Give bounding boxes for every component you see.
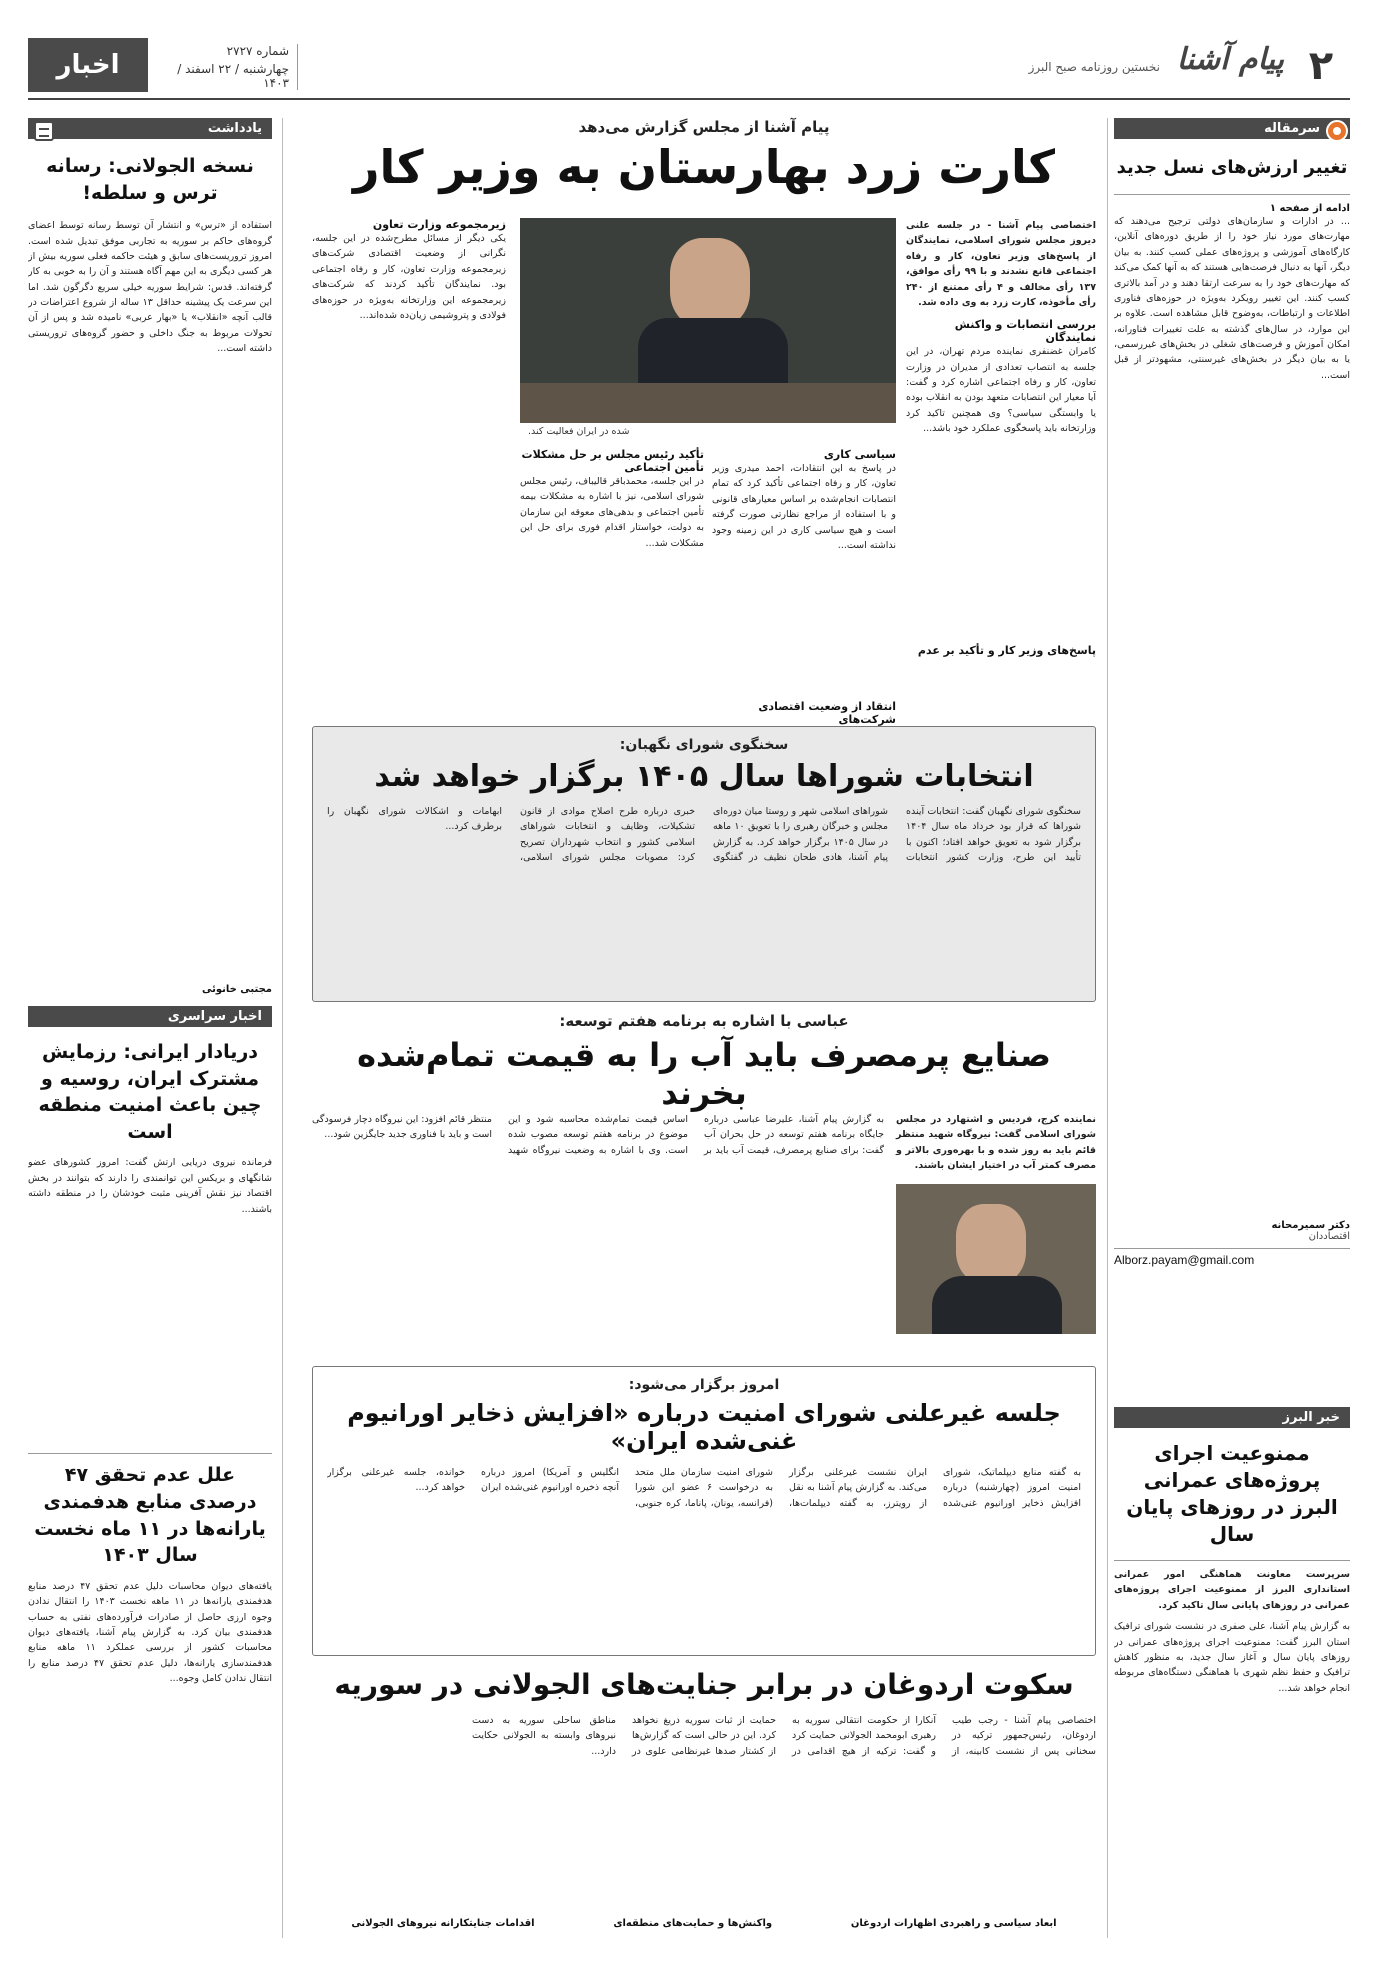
editorial-body: ... در ادارات و سازمان‌های دولتی ترجیح می‌دهند که مهارت‌های مورد نیاز خود را از طریق دوره‌های آنلاین، کارگاه‌های آموزشی و پروژه‌های عملی کسب کنند. به بیان دیگر، آنها به دنبال فرصت‌هایی هستند که به آنها کمک می‌کند که مهارت‌های خود را به سرعت ارتقا دهند و در آمد بالاتری کسب کنند. این تغییر رویکرد به‌ویژه در حوزه‌های فناوری اطلاعات و ارتباطات، به‌وضوح قابل مشاهده است. علاوه بر این موارد، در سال‌های گذشته به علت تغییرات فناورانه، امکان آموزش و فرصت‌های شغلی در بخش‌های غیررسمی، یا به بیان دیگر در بخش‌های غیرسنتی، مشهودتر از قبل است... bbox=[1114, 216, 1350, 381]
section-tab: اخبار bbox=[28, 38, 148, 92]
world-news-body2: یافته‌های دیوان محاسبات دلیل عدم تحقق ۴۷ درصد منابع هدفمندی یارانه‌ها در ۱۱ ماهه نخست ۱۴۰۳ را انتقال ندادن وجوه ارزی حاصل از صادرات فرآورده‌های نفتی به حساب هدفمندی بیان کرد. به گزارش پیام آشنا، یافته‌های دیوان محاسبات کشور از بررسی عملکرد ۱۱ ماهه منابع هدفمندسازی یارانه‌ها، دلیل عدم تحقق ۴۷ درصد منابع را انتقال ندادن کامل وجوه... bbox=[28, 1580, 272, 1684]
top-story-sub3: سیاسی کاری bbox=[823, 448, 896, 461]
editorial-title: تغییر ارزش‌های نسل جدید bbox=[1116, 157, 1348, 178]
note-label: یادداشت bbox=[28, 118, 272, 139]
councils-kicker: سخنگوی شورای نگهبان: bbox=[619, 737, 789, 753]
water-headline: صنایع پرمصرف باید آب را به قیمت تمام‌شده بخرند bbox=[357, 1036, 1051, 1112]
contact-email[interactable]: Alborz.payam@gmail.com bbox=[1114, 1248, 1350, 1267]
world-news-column bbox=[28, 1006, 272, 1936]
top-story bbox=[312, 118, 1097, 726]
mp-photo bbox=[896, 1184, 1096, 1334]
masthead bbox=[28, 30, 1350, 100]
security-body: به گفته منابع دیپلماتیک، شورای امنیت امروز (چهارشنبه) درباره افزایش ذخایر اورانیوم غنی‌شده ایران نشست غیرعلنی برگزار می‌کند. به گزارش پیام آشنا به نقل از رویترز، به گفته دیپلمات‌ها، شورای امنیت سازمان ملل متحد به درخواست ۶ عضو این شورا (فرانسه، یونان، پاناما، کره جنوبی، انگلیس و آمریکا) امروز درباره آنچه ذخیره اورانیوم غنی‌شده ایران خوانده، جلسه غیرعلنی برگزار خواهد کرد... bbox=[327, 1467, 1081, 1509]
syria-sub1: واکنش‌ها و حمایت‌های منطقه‌ای bbox=[613, 1918, 773, 1929]
syria-sub2: اقدامات جنایتکارانه نیروهای الجولانی bbox=[351, 1918, 535, 1929]
tagline: نخستین روزنامه صبح البرز bbox=[1028, 60, 1160, 74]
security-headline: جلسه غیرعلنی شورای امنیت درباره «افزایش ذخایر اورانیوم غنی‌شده ایران» bbox=[347, 1399, 1061, 1455]
councils-story bbox=[312, 726, 1096, 1002]
world-news-title1: دریادار ایرانی: رزمایش مشترک ایران، روسیه و چین باعث امنیت منطقه است bbox=[38, 1041, 262, 1143]
top-story-body6: در این جلسه، محمدباقر قالیباف، رئیس مجلس شورای اسلامی، نیز با اشاره به مشکلات بیمه تأمین اجتماعی و بدهی‌های معوقه این سازمان به دولت، خواستار اقدام فوری برای حل این مشکلات شد... bbox=[520, 476, 704, 549]
top-story-kicker: پیام آشنا از مجلس گزارش می‌دهد bbox=[578, 118, 830, 136]
top-story-sub6: تأکید رئیس مجلس بر حل مشکلات تأمین اجتماعی bbox=[521, 448, 704, 474]
logo: پیام آشنا bbox=[1176, 42, 1284, 77]
minister-photo bbox=[520, 218, 896, 423]
page-number: ۲ bbox=[1292, 38, 1350, 94]
syria-headline: سکوت اردوغان در برابر جنایت‌های الجولانی در سوریه bbox=[334, 1668, 1074, 1701]
top-story-sub5: زیرمجموعه وزارت تعاون bbox=[372, 218, 506, 231]
editorial-author: دکتر سمیرمحانه bbox=[1271, 1220, 1350, 1231]
editorial-label: سرمقاله bbox=[1114, 118, 1350, 139]
syria-body: اختصاصی پیام آشنا - رجب طیب اردوغان، رئیس‌جمهور ترکیه در سخنانی پس از نشست کابینه، از آنکارا از حکومت انتقالی سوریه به رهبری ابومحمد الجولانی حمایت کرد و گفت: ترکیه از هیچ اقدامی در حمایت از ثبات سوریه دریغ نخواهد کرد. این در حالی است که گزارش‌ها از کشتار صدها غیرنظامی علوی در مناطق ساحلی سوریه به دست نیروهای وابسته به الجولانی حکایت دارد... bbox=[472, 1715, 1096, 1757]
eye-icon bbox=[1326, 120, 1348, 142]
top-story-sub2: پاسخ‌های وزیر کار و تأکید بر عدم bbox=[917, 644, 1096, 658]
editorial-lead: ادامه از صفحه ۱ bbox=[1269, 203, 1350, 214]
security-meeting-story bbox=[312, 1366, 1096, 1656]
alborz-news-body: به گزارش پیام آشنا، علی صفری در نشست شورای ترافیک استان البرز گفت: ممنوعیت اجرای پروژه‌های عمرانی در روزهای پایان سال و آغاز سال جدید، به منظور کاهش ترافیک و حفظ نظم شهری با هماهنگی دستگاه‌های مربوطه انجام خواهد شد... bbox=[1114, 1621, 1350, 1694]
top-story-headline: کارت زرد بهارستان به وزیر کار bbox=[353, 140, 1055, 194]
issue-number: شماره ۲۷۲۷ bbox=[226, 44, 289, 58]
world-news-title2: علل عدم تحقق ۴۷ درصدی منابع هدفمندی یارانه‌ها در ۱۱ ماه نخست سال ۱۴۰۳ bbox=[34, 1464, 266, 1567]
alborz-news-label: خبر البرز bbox=[1114, 1407, 1350, 1428]
note-title: نسخه الجولانی: رسانه ترس و سلطه! bbox=[46, 155, 254, 204]
syria-sub3: ابعاد سیاسی و راهبردی اظهارات اردوغان bbox=[850, 1918, 1057, 1929]
alborz-news-column bbox=[1114, 1407, 1350, 1937]
syria-story bbox=[312, 1664, 1096, 1939]
note-body: استفاده از «ترس» و انتشار آن توسط رسانه توسط اعضای گروه‌های حاکم بر سوریه به تجاربی موفق تبدیل شده است. امروز تروریست‌های سابق و هیئت حاکمه فعلی سوریه بیش از هر کسی دیگری به این مهم آگاه هستند و آن را به خوبی به کار گرفته‌اند. قدس: شرایط سوریه خیلی سریع دگرگون شد. اما این سرعت یک پیشینه حداقل ۱۳ ساله از شروع اعتراضات در قالب آنچه «انقلاب» یا «بهار عربی» نامیده شد و پس از آن تحولات مربوط به جنگ داخلی و حضور گروه‌های تروریستی داشته است... bbox=[28, 220, 272, 355]
water-body: به گزارش پیام آشنا، علیرضا عباسی درباره جایگاه برنامه هفتم توسعه در حل بحران آب گفت: برای صنایع پرمصرف، قیمت آب باید بر اساس قیمت تمام‌شده محاسبه شود و این موضوع در برنامه هفتم توسعه مصوب شده است. وی با اشاره به وضعیت نیروگاه شهید منتظر قائم افزود: این نیروگاه دچار فرسودگی است و باید با فناوری جدید جایگزین شود... bbox=[312, 1114, 884, 1156]
top-story-intro: اختصاصی پیام آشنا - در جلسه علنی دیروز مجلس شورای اسلامی، نمایندگان از پاسخ‌های وزیر تعاون، کار و رفاه اجتماعی قانع نشدند و با ۹۹ رأی موافق، ۱۳۷ رأی مخالف و ۴ رأی ممتنع از ۲۴۰ رأی مأخوذه، کارت زرد به وی داده شد. bbox=[906, 220, 1097, 308]
top-story-body1: کامران غضنفری نماینده مردم تهران، در این جلسه به انتصاب تعدادی از مدیران در وزارت تعاون، کار و رفاه اجتماعی اشاره کرد و گفت: آیا معیار این انتصابات متعهد بودن به انقلاب بوده یا وابستگی سیاسی؟ وی همچنین تاکید کرد وزارتخانه باید پاسخگوی عملکرد خود باشد... bbox=[906, 346, 1096, 435]
world-news-body1: فرمانده نیروی دریایی ارتش گفت: امروز کشورهای عضو شانگهای و بریکس این توانمندی را دارند که بتوانند در بخش اقتصاد نیز نقش آفرینی مثبت خودشان را در منطقه داشته باشند... bbox=[28, 1157, 272, 1215]
councils-headline: انتخابات شوراها سال ۱۴۰۵ برگزار خواهد شد bbox=[374, 759, 1034, 794]
editorial-column bbox=[1114, 118, 1350, 1348]
alborz-news-title: ممنوعیت اجرای پروژه‌های عمرانی البرز در روزهای پایان سال bbox=[1126, 1441, 1338, 1546]
notepad-icon bbox=[34, 121, 54, 141]
issue-info bbox=[158, 44, 298, 90]
photo-caption: شده در ایران فعالیت کند. bbox=[528, 426, 630, 437]
editorial-author-role: اقتصاددان bbox=[1308, 1231, 1350, 1242]
top-story-sub4: انتقاد از وضعیت اقتصادی شرکت‌های bbox=[758, 700, 896, 726]
alborz-news-lead: سرپرست معاونت هماهنگی امور عمرانی استانداری البرز از ممنوعیت اجرای پروژه‌های عمرانی در روزهای پایانی سال تاکید کرد. bbox=[1114, 1569, 1350, 1611]
security-kicker: امروز برگزار می‌شود: bbox=[628, 1377, 780, 1393]
note-author: مجتبی خانوئی bbox=[201, 984, 272, 996]
issue-date: چهارشنبه / ۲۲ اسفند / ۱۴۰۳ bbox=[177, 62, 289, 90]
water-story bbox=[312, 1012, 1096, 1358]
world-news-label: اخبار سراسری bbox=[28, 1006, 272, 1027]
top-story-sub1: بررسی انتصابات و واکنش نمایندگان bbox=[954, 318, 1096, 345]
note-column bbox=[28, 118, 272, 998]
water-intro: نماینده کرج، فردیس و اشتهارد در مجلس شورای اسلامی گفت: نیروگاه شهید منتظر قائم باید به روز شده و با بهره‌وری بالاتر و مصرف کمتر آب در اختیار ایشان باشند. bbox=[896, 1114, 1096, 1172]
top-story-body3: در پاسخ به این انتقادات، احمد میدری وزیر تعاون، کار و رفاه اجتماعی تأکید کرد که تمام انتصابات انجام‌شده بر اساس معیارهای قانونی و با استفاده از مراجع نظارتی صورت گرفته است و هیچ سیاسی کاری در این زمینه وجود نداشته است... bbox=[712, 463, 896, 551]
water-kicker: عباسی با اشاره به برنامه هفتم توسعه: bbox=[559, 1012, 849, 1030]
top-story-body5: یکی دیگر از مسائل مطرح‌شده در این جلسه، نگرانی از وضعیت اقتصادی شرکت‌های زیرمجموعه وزارت تعاون، کار و رفاه اجتماعی بود. نمایندگان تأکید کردند که شرکت‌های زیرمجموعه این وزارتخانه به‌ویژه در حوزه‌های فولادی و پتروشیمی زیان‌ده شده‌اند... bbox=[312, 233, 506, 321]
councils-body: سخنگوی شورای نگهبان گفت: انتخابات آینده شوراها که قرار بود خرداد ماه سال ۱۴۰۴ برگزار شود به تعویق خواهد افتاد؛ اکنون با تأیید این طرح، وزارت کشور انتخابات شوراهای اسلامی شهر و روستا میان دوره‌ای مجلس و خبرگان رهبری را با تعویق ۱۰ ماهه در سال ۱۴۰۵ برگزار خواهد کرد. به گزارش پیام آشنا، هادی طحان نظیف در گفتگوی خبری درباره طرح اصلاح موادی از قانون تشکیلات، وظایف و انتخابات شوراهای اسلامی کشور و انتخاب شهرداران تصریح کرد: مصوبات مجلس شورای اسلامی، ابهامات و اشکالات شورای نگهبان را برطرف کرد... bbox=[327, 806, 1081, 864]
